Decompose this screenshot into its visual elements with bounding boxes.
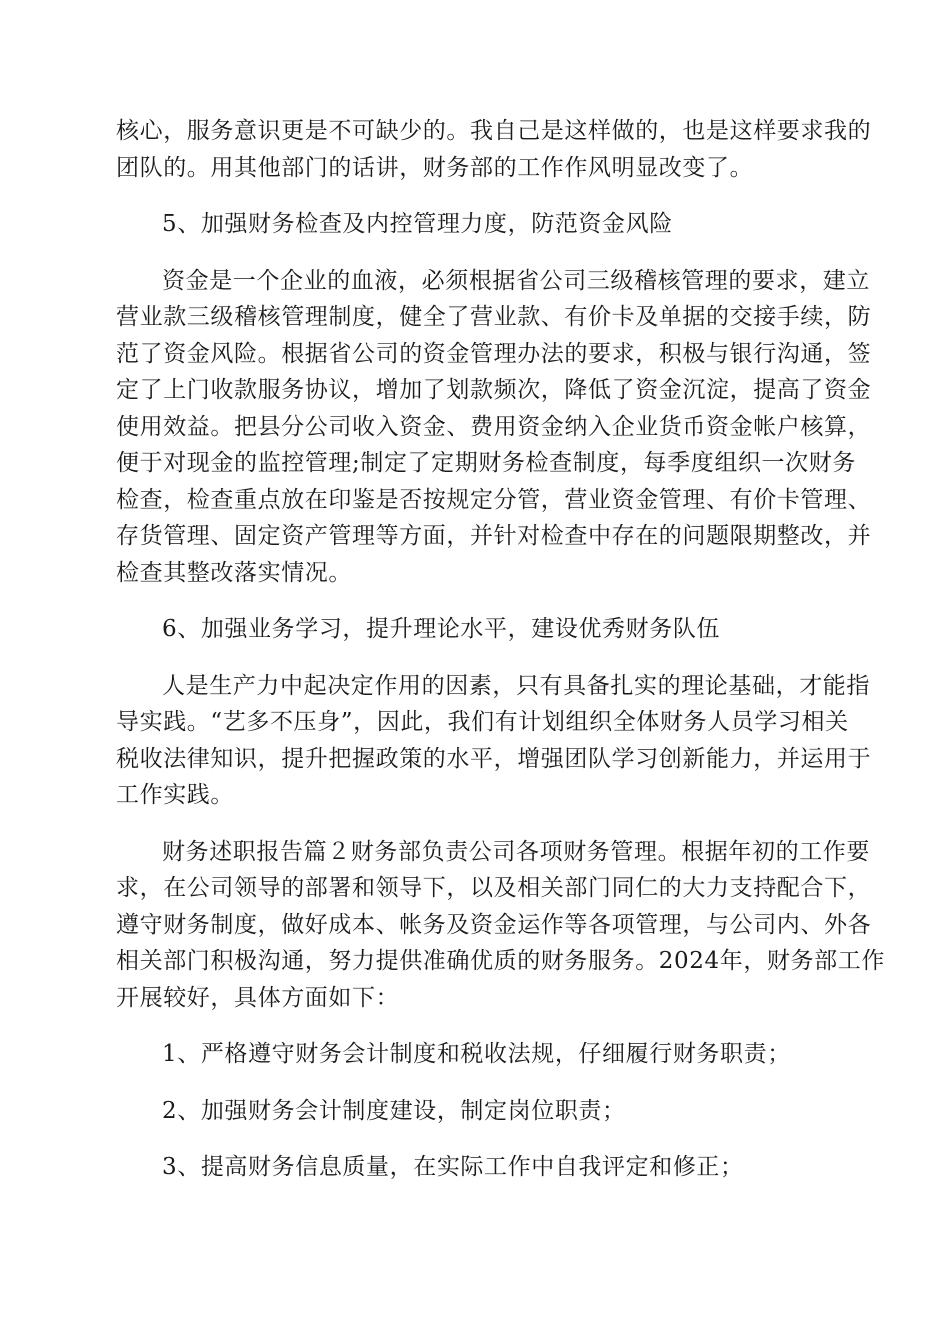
text-line: 财务述职报告篇２财务部负责公司各项财务管理。根据年初的工作要	[162, 838, 870, 865]
paragraph-learning	[116, 668, 872, 814]
text-line: 检查其整改落实情况。	[116, 559, 352, 586]
text-line: 检查，检查重点放在印鉴是否按规定分管，营业资金管理、有价卡管理、	[116, 486, 872, 513]
list-item-2: 2、加强财务会计制度建设，制定岗位职责；	[162, 1097, 626, 1124]
text-line: 使用效益。把县分公司收入资金、费用资金纳入企业货币资金帐户核算，	[116, 413, 872, 440]
text-line: 核心，服务意识更是不可缺少的。我自己是这样做的，也是这样要求我的	[116, 118, 872, 144]
text-line: 存货管理、固定资产管理等方面，并针对检查中存在的问题限期整改，并	[116, 523, 872, 549]
list-item-3: 3、提高财务信息质量，在实际工作中自我评定和修正；	[162, 1154, 744, 1180]
paragraph-funds-control	[116, 263, 872, 592]
section-heading-5: 5、加强财务检查及内控管理力度，防范资金风险	[162, 211, 673, 237]
text-line: 定了上门收款服务协议，增加了划款频次，降低了资金沉淀，提高了资金	[116, 377, 872, 403]
text-line: 资金是一个企业的血液，必须根据省公司三级稽核管理的要求，建立	[162, 267, 870, 294]
text-line: 工作实践。	[116, 782, 234, 808]
text-line: 便于对现金的监控管理;制定了定期财务检查制度，每季度组织一次财务	[116, 450, 856, 476]
text-line: 导实践。“艺多不压身”，因此，我们有计划组织全体财务人员学习相关	[116, 709, 849, 735]
text-line: 团队的。用其他部门的话讲，财务部的工作作风明显改变了。	[116, 154, 754, 181]
text-line: 税收法律知识，提升把握政策的水平，增强团队学习创新能力，并运用于	[116, 745, 872, 772]
document-body	[116, 113, 885, 1186]
text-line: 营业款三级稽核管理制度，健全了营业款、有价卡及单据的交接手续，防	[116, 304, 872, 330]
text-line: 求，在公司领导的部署和领导下，以及相关部门同仁的大力支持配合下，	[116, 875, 872, 901]
list-item-1: 1、严格遵守财务会计制度和税收法规，仔细履行财务职责；	[162, 1041, 791, 1067]
section-heading-6: 6、加强业务学习，提升理论水平，建设优秀财务队伍	[162, 616, 721, 642]
text-line: 相关部门积极沟通，努力提供准确优质的财务服务。2024年，财务部工作	[116, 948, 885, 974]
text-line: 遵守财务制度，做好成本、帐务及资金运作等各项管理，与公司内、外各	[116, 911, 872, 938]
text-line: 人是生产力中起决定作用的因素，只有具备扎实的理论基础，才能指	[162, 672, 870, 699]
text-line: 范了资金风险。根据省公司的资金管理办法的要求，积极与银行沟通，签	[116, 340, 872, 367]
paragraph-report-part-2	[116, 834, 885, 1017]
paragraph-service-awareness	[116, 113, 872, 186]
text-line: 开展较好，具体方面如下：	[116, 984, 400, 1011]
